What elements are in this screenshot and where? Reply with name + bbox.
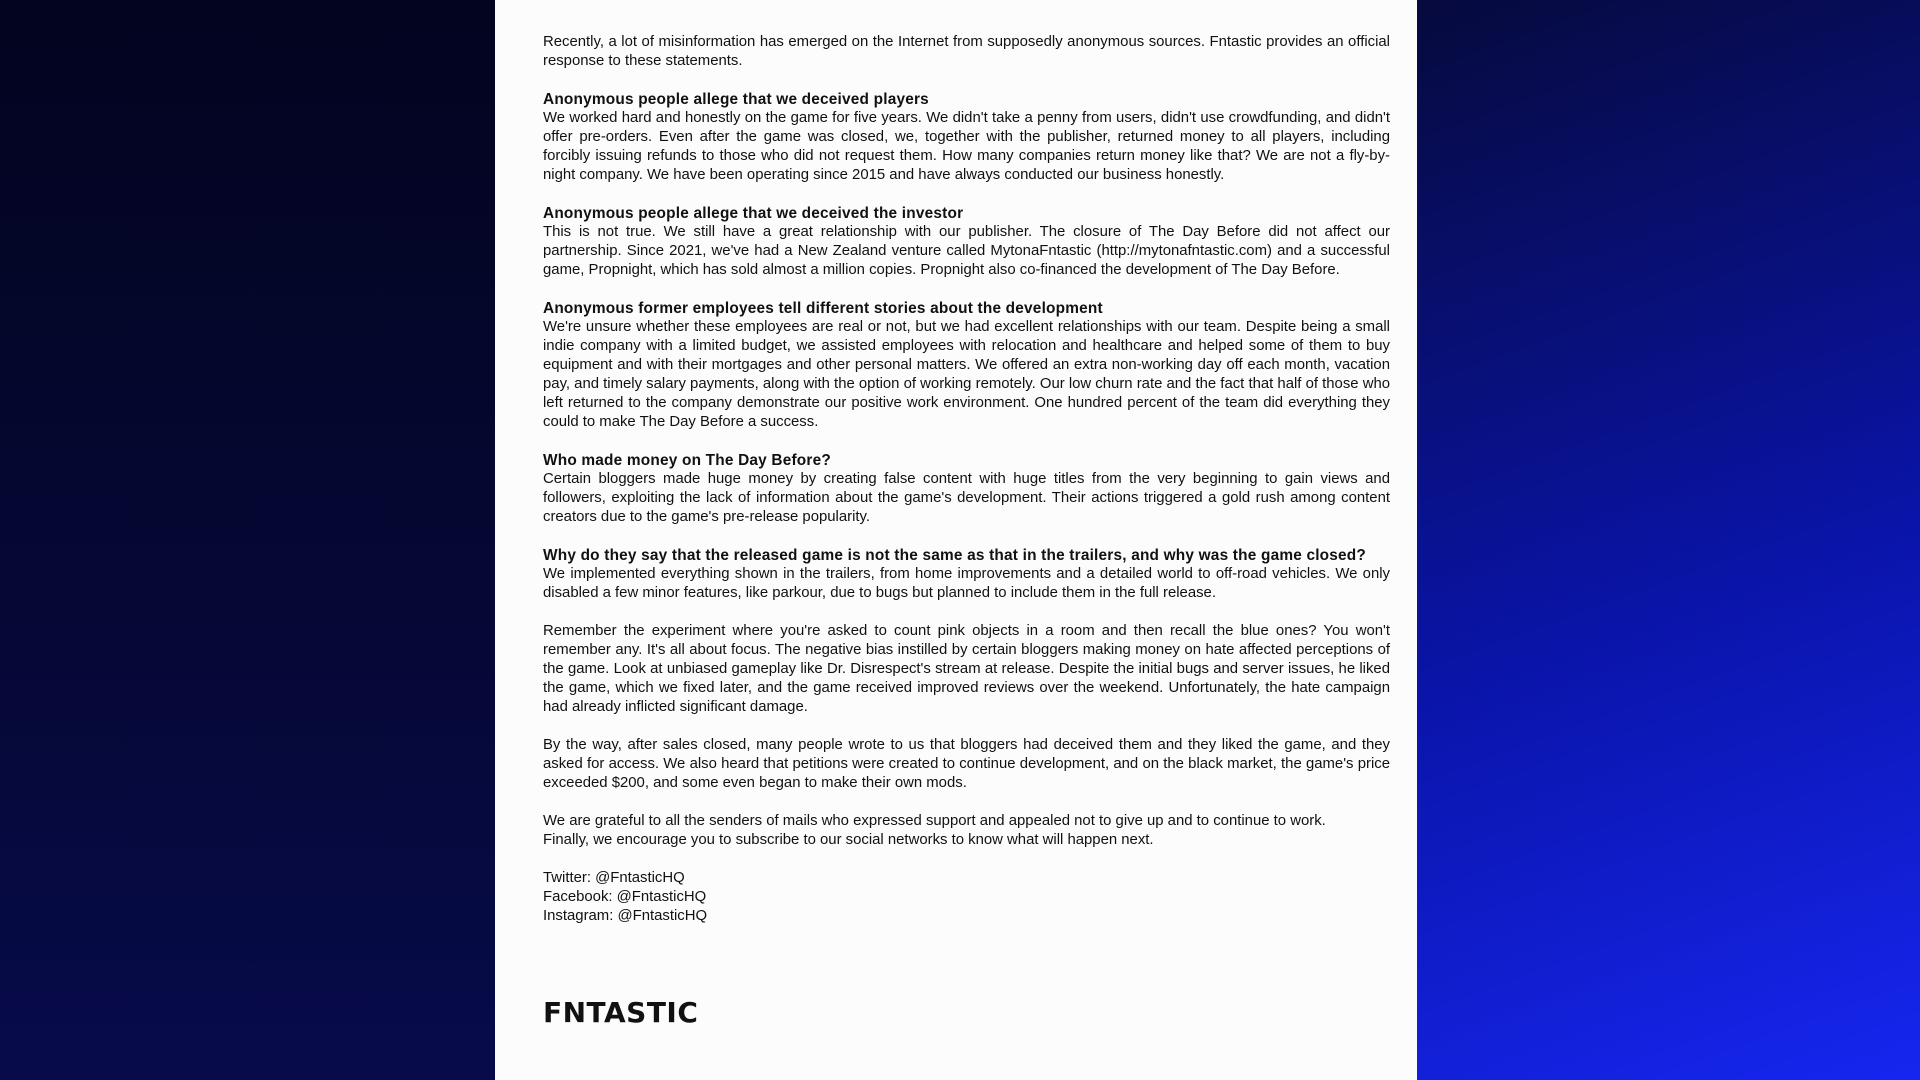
social-facebook: Facebook: @FntasticHQ	[543, 889, 707, 905]
section-former-employees	[543, 299, 1390, 432]
section-heading: Anonymous former employees tell different stories about the development	[543, 300, 1103, 317]
section-trailers	[543, 546, 1390, 603]
section-body: We're unsure whether these employees are real or not, but we had excellent relationships with our team. Despite being a small indie company with a limited budget, we assisted employees with relocation and healthcare and helped some of them to buy equipment and with their mortgages and other personal matters. We offered an extra non-working day off each month, vacation pay, and timely salary payments, along with the option of working remotely. Our low churn rate and the fact that half of those who left returned to the company demonstrate our positive work environment. One hundred percent of the team did everything they could to make The Day Before a success.	[543, 319, 1391, 430]
section-heading: Anonymous people allege that we deceived the investor	[543, 205, 964, 222]
section-heading: Who made money on The Day Before?	[543, 452, 831, 469]
section-deceived-players	[543, 90, 1390, 185]
background-right	[1416, 0, 1920, 1080]
social-links	[543, 869, 1390, 926]
fntastic-logo: FNTASTIC	[543, 996, 699, 1029]
social-twitter: Twitter: @FntasticHQ	[543, 870, 685, 886]
section-heading: Anonymous people allege that we deceived players	[543, 91, 929, 108]
section-body: We worked hard and honestly on the game for five years. We didn't take a penny from users, didn't use crowdfunding, and didn't offer pre-orders. Even after the game was closed, we, together with the publisher, returned money to all players, including forcibly issuing refunds to those who did not request them. How many companies return money like that? We are not a fly-by-night company. We have been operating since 2015 and have always conducted our business honestly.	[543, 110, 1390, 183]
section-who-made-money	[543, 451, 1390, 527]
section-body: Certain bloggers made huge money by creating false content with huge titles from the very beginning to gain views and followers, exploiting the lack of information about the game's development. Their actions triggered a gold rush among content creators due to the game's pre-release popularity.	[543, 471, 1390, 525]
section-deceived-investor	[543, 204, 1390, 280]
focus-paragraph: Remember the experiment where you're asked to count pink objects in a room and then recall the blue ones? You won't remember any. It's all about focus. The negative bias instilled by certain bloggers making money on hate affected perceptions of the game. Look at unbiased gameplay like Dr. Disrespect's stream at release. Despite the initial bugs and server issues, he liked the game, which we fixed later, and the game received improved reviews over the weekend. Unfortunately, the hate campaign had already inflicted significant damage.	[543, 623, 1390, 715]
closing-line: We are grateful to all the senders of mails who expressed support and appealed not to give up and to continue to work.	[543, 813, 1326, 829]
social-instagram: Instagram: @FntasticHQ	[543, 908, 708, 924]
closing-line: Finally, we encourage you to subscribe to our social networks to know what will happen next.	[543, 832, 1154, 848]
section-body: We implemented everything shown in the trailers, from home improvements and a detailed world to off-road vehicles. We only disabled a few minor features, like parkour, due to bugs but planned to include them in the full release.	[543, 566, 1390, 601]
section-heading: Why do they say that the released game is not the same as that in the trailers, and why was the game closed?	[543, 547, 1367, 564]
intro-paragraph: Recently, a lot of misinformation has emerged on the Internet from supposedly anonymous sources. Fntastic provides an official response to these statements.	[543, 34, 1390, 69]
background-left	[0, 0, 495, 1080]
statement-document	[495, 0, 1417, 1080]
section-body: This is not true. We still have a great relationship with our publisher. The closure of The Day Before did not affect our partnership. Since 2021, we've had a New Zealand venture called MytonaFntastic (http://mytonafntastic.com) and a successful game, Propnight, which has sold almost a million copies. Propnight also co-financed the development of The Day Before.	[543, 224, 1390, 278]
black-market-paragraph: By the way, after sales closed, many people wrote to us that bloggers had deceived them and they liked the game, and they asked for access. We also heard that petitions were created to continue development, and on the black market, the game's price exceeded $200, and some even began to make their own mods.	[543, 737, 1390, 791]
closing-paragraph	[543, 812, 1390, 850]
